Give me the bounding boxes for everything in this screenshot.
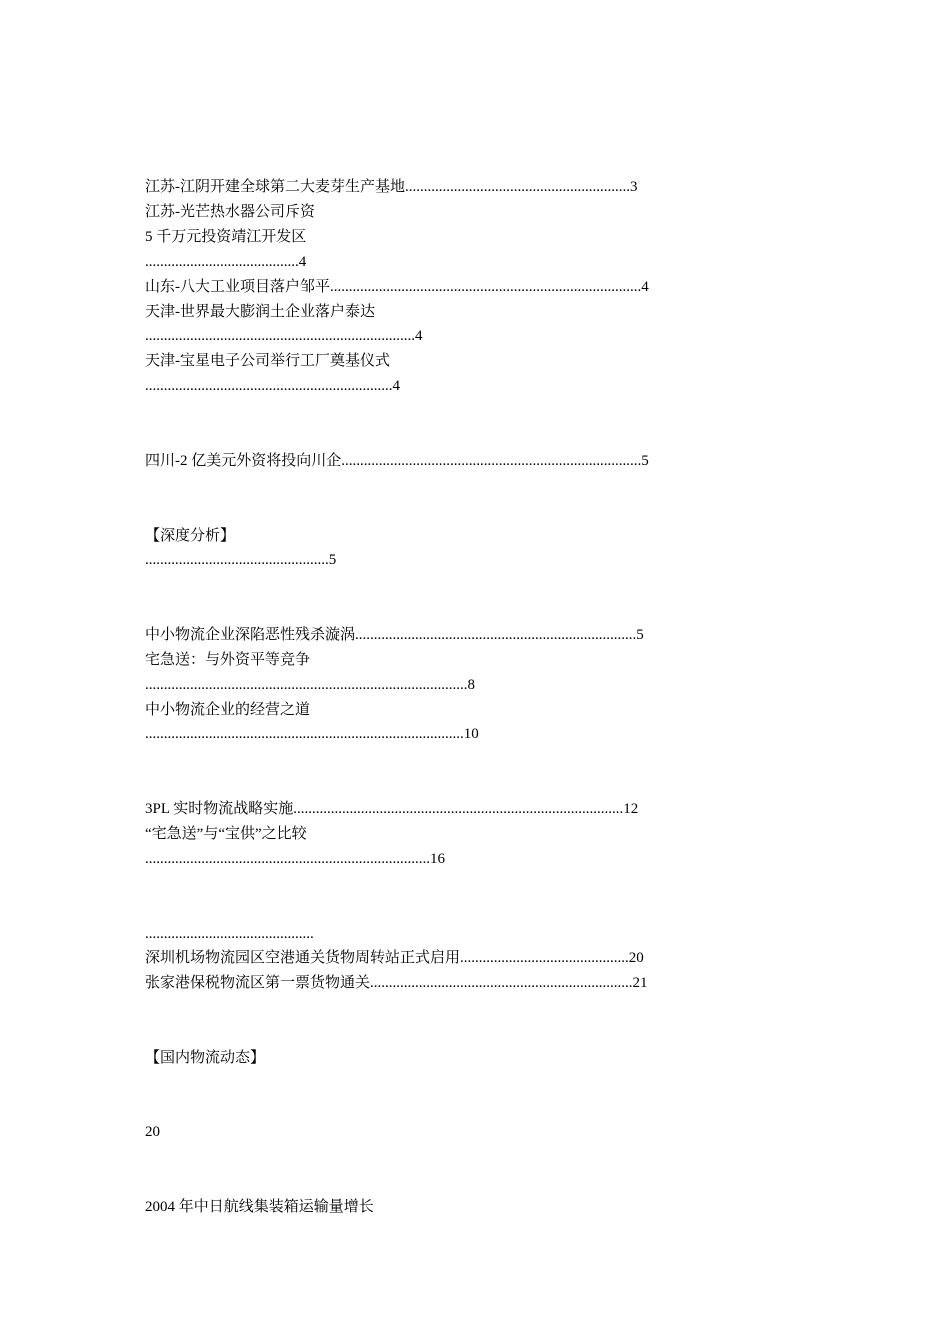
toc-leader-line: ..................................................................4	[145, 378, 400, 394]
page-number-text: 20	[145, 1124, 160, 1140]
toc-leader-line: ........................................................................4	[145, 328, 423, 344]
toc-entry-sme-logistics: 中小物流企业深陷恶性残杀漩涡...........................................................................5	[145, 627, 644, 643]
toc-entry-comparison: “宅急送”与“宝供”之比较	[145, 826, 307, 842]
toc-entry-shenzhen-airport: 深圳机场物流园区空港通关货物周转站正式启用.............................................20	[145, 950, 644, 966]
toc-entry-shandong: 山东-八大工业项目落户邹平...................................................................................4	[145, 279, 649, 295]
toc-leader-line: .....................................................................................10	[145, 726, 479, 742]
toc-entry-jiangyin-malt: 江苏-江阴开建全球第二大麦芽生产基地............................................................3	[145, 179, 638, 195]
section-heading-domestic: 【国内物流动态】	[145, 1050, 266, 1066]
toc-entry-sichuan: 四川-2 亿美元外资将投向川企................................................................................5	[145, 453, 649, 469]
toc-leader-line: ............................................................................16	[145, 851, 445, 867]
toc-entry-3pl: 3PL 实时物流战略实施........................................................................................12	[145, 801, 639, 817]
toc-entry-guangmang-title: 江苏-光芒热水器公司斥资	[145, 204, 315, 220]
toc-leader-line: .............................................	[145, 926, 314, 942]
section-heading-analysis: 【深度分析】	[145, 528, 236, 544]
toc-leader-line: .........................................4	[145, 254, 307, 270]
toc-entry-sme-management: 中小物流企业的经营之道	[145, 702, 311, 718]
article-title: 2004 年中日航线集装箱运输量增长	[145, 1199, 374, 1215]
toc-leader-line: ......................................................................................8	[145, 677, 475, 693]
toc-entry-tianjin-baoxing: 天津-宝星电子公司举行工厂奠基仪式	[145, 353, 390, 369]
toc-entry-tianjin-bentonite: 天津-世界最大膨润土企业落户泰达	[145, 304, 375, 320]
toc-entry-zhangjiagang: 张家港保税物流区第一票货物通关......................................................................21	[145, 975, 648, 991]
toc-entry-zjs: 宅急送：与外资平等竞争	[145, 652, 311, 668]
toc-leader-line: .................................................5	[145, 552, 337, 568]
toc-entry-guangmang-title-cont: 5 千万元投资靖江开发区	[145, 229, 307, 245]
